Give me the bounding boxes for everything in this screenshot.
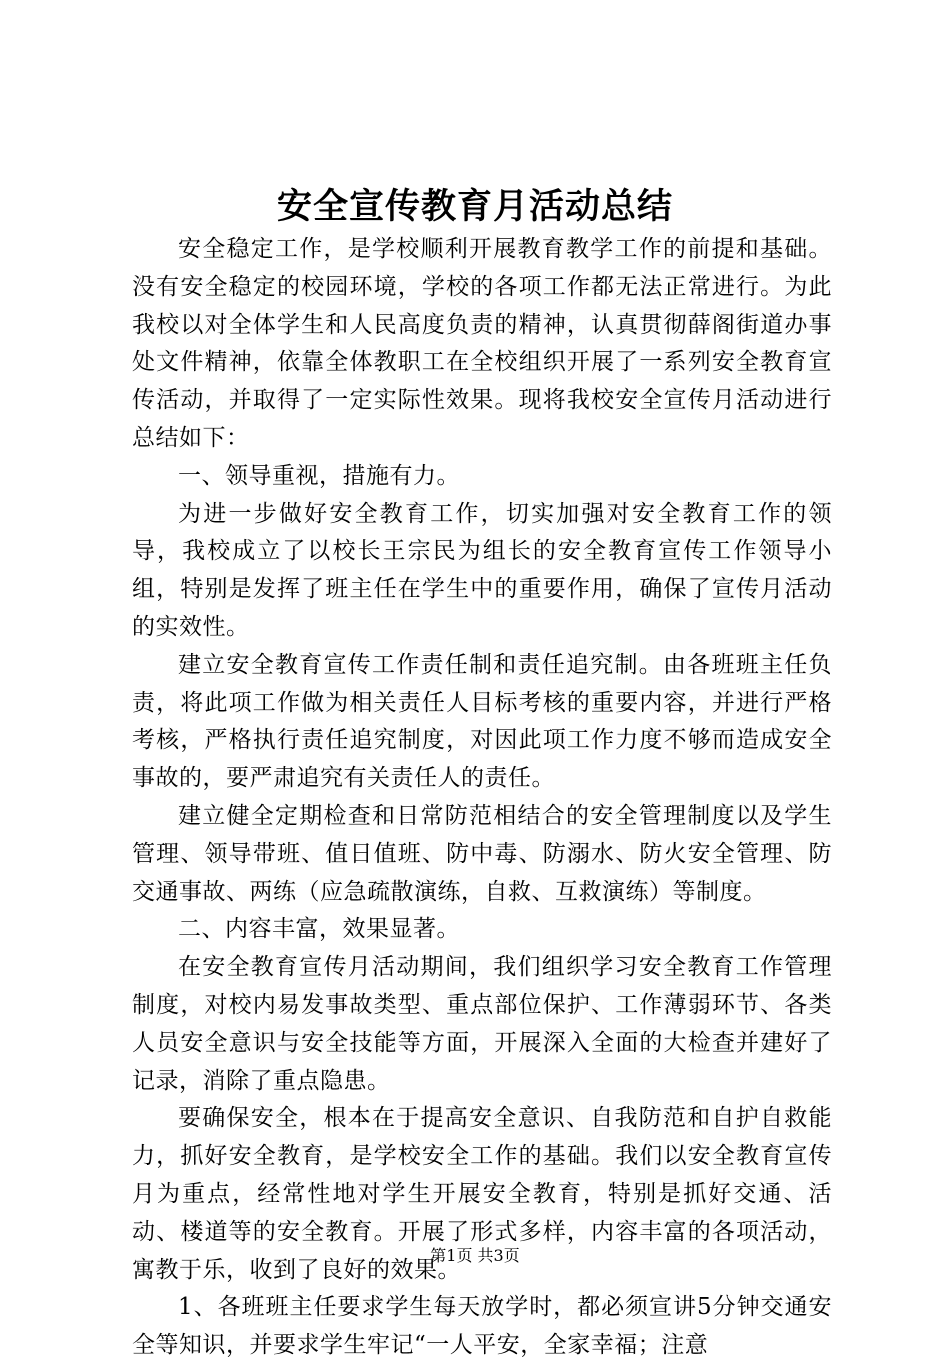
document-title: 安全宣传教育月活动总结 [276,186,673,227]
section-heading-content: 二、内容丰富，效果显著。 [178,916,460,943]
paragraph-safety-education: 要确保安全，根本在于提高安全意识、自我防范和自护自救能力，抓好安全教育，是学校安全工作的基础。我们以安全教育宣传月为重点，经常性地对学生开展安全教育，特别是抓好交通、活动、楼道等的安全教育。开展了形式多样，内容丰富的各项活动，寓教于乐，收到了良好的效果。 [132,1105,832,1283]
section-heading-leadership: 一、领导重视，措施有力。 [178,462,460,489]
page-number-footer: 第1页 共3页 [430,1246,520,1265]
paragraph-item-1: 1、各班班主任要求学生每天放学时，都必须宣讲5分钟交通安全等知识，并要求学生牢记“一人平安，全家幸福；注意 [132,1294,832,1359]
paragraph-inspection: 在安全教育宣传月活动期间，我们组织学习安全教育工作管理制度，对校内易发事故类型、重点部位保护、工作薄弱环节、各类人员安全意识与安全技能等方面，开展深入全面的大检查并建好了记录，消除了重点隐患。 [132,954,832,1094]
paragraph-management-system: 建立健全定期检查和日常防范相结合的安全管理制度以及学生管理、领导带班、值日值班、防中毒、防溺水、防火安全管理、防交通事故、两练（应急疏散演练，自救、互救演练）等制度。 [132,802,832,905]
paragraph-leadership-group: 为进一步做好安全教育工作，切实加强对安全教育工作的领导，我校成立了以校长王宗民为组长的安全教育宣传工作领导小组，特别是发挥了班主任在学生中的重要作用，确保了宣传月活动的实效性。 [132,500,832,640]
paragraph-responsibility-system: 建立安全教育宣传工作责任制和责任追究制。由各班班主任负责，将此项工作做为相关责任人目标考核的重要内容，并进行严格考核，严格执行责任追究制度，对因此项工作力度不够而造成安全事故的，要严肃追究有关责任人的责任。 [132,651,832,792]
paragraph-intro: 安全稳定工作，是学校顺利开展教育教学工作的前提和基础。没有安全稳定的校园环境，学校的各项工作都无法正常进行。为此我校以对全体学生和人民高度负责的精神，认真贯彻薛阁街道办事处文件精神，依靠全体教职工在全校组织开展了一系列安全教育宣传活动，并取得了一定实际性效果。现将我校安全宣传月活动进行总结如下： [132,236,832,451]
document-body [132,231,832,1365]
